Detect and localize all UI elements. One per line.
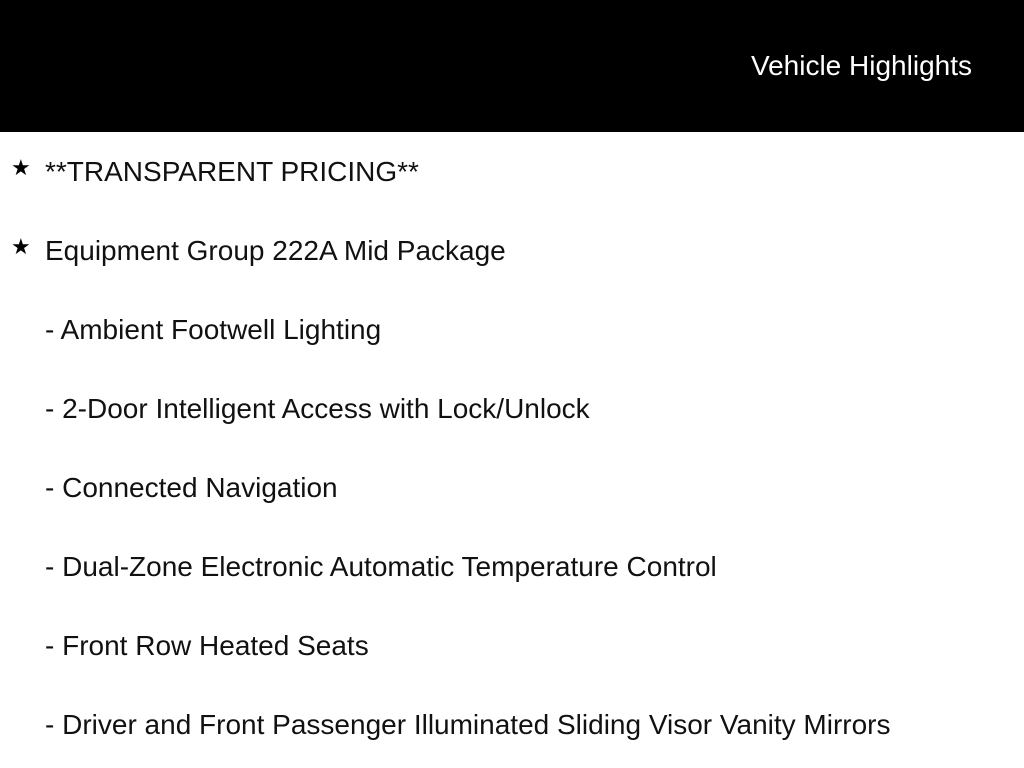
- list-item: [0, 547, 1024, 587]
- star-icon: ★: [11, 234, 31, 259]
- list-item: [0, 626, 1024, 666]
- list-item-text: - Connected Navigation: [45, 472, 338, 503]
- list-item-text: - Front Row Heated Seats: [45, 630, 369, 661]
- list-item: [0, 231, 1024, 271]
- list-item: [0, 389, 1024, 429]
- list-item-text: Equipment Group 222A Mid Package: [45, 235, 506, 266]
- list-item: [0, 468, 1024, 508]
- list-item: [0, 310, 1024, 350]
- list-item-text: **TRANSPARENT PRICING**: [45, 156, 419, 187]
- list-item: [0, 152, 1024, 192]
- list-item: [0, 705, 1024, 745]
- list-item-text: - Ambient Footwell Lighting: [45, 314, 382, 345]
- page-header: [0, 0, 1024, 132]
- star-icon: ★: [11, 155, 31, 180]
- list-item-text: - 2-Door Intelligent Access with Lock/Unlock: [45, 393, 590, 424]
- list-item-text: - Driver and Front Passenger Illuminated Sliding Visor Vanity Mirrors: [45, 709, 891, 740]
- page-title: Vehicle Highlights: [750, 50, 972, 81]
- list-item-text: - Dual-Zone Electronic Automatic Temperature Control: [45, 551, 717, 582]
